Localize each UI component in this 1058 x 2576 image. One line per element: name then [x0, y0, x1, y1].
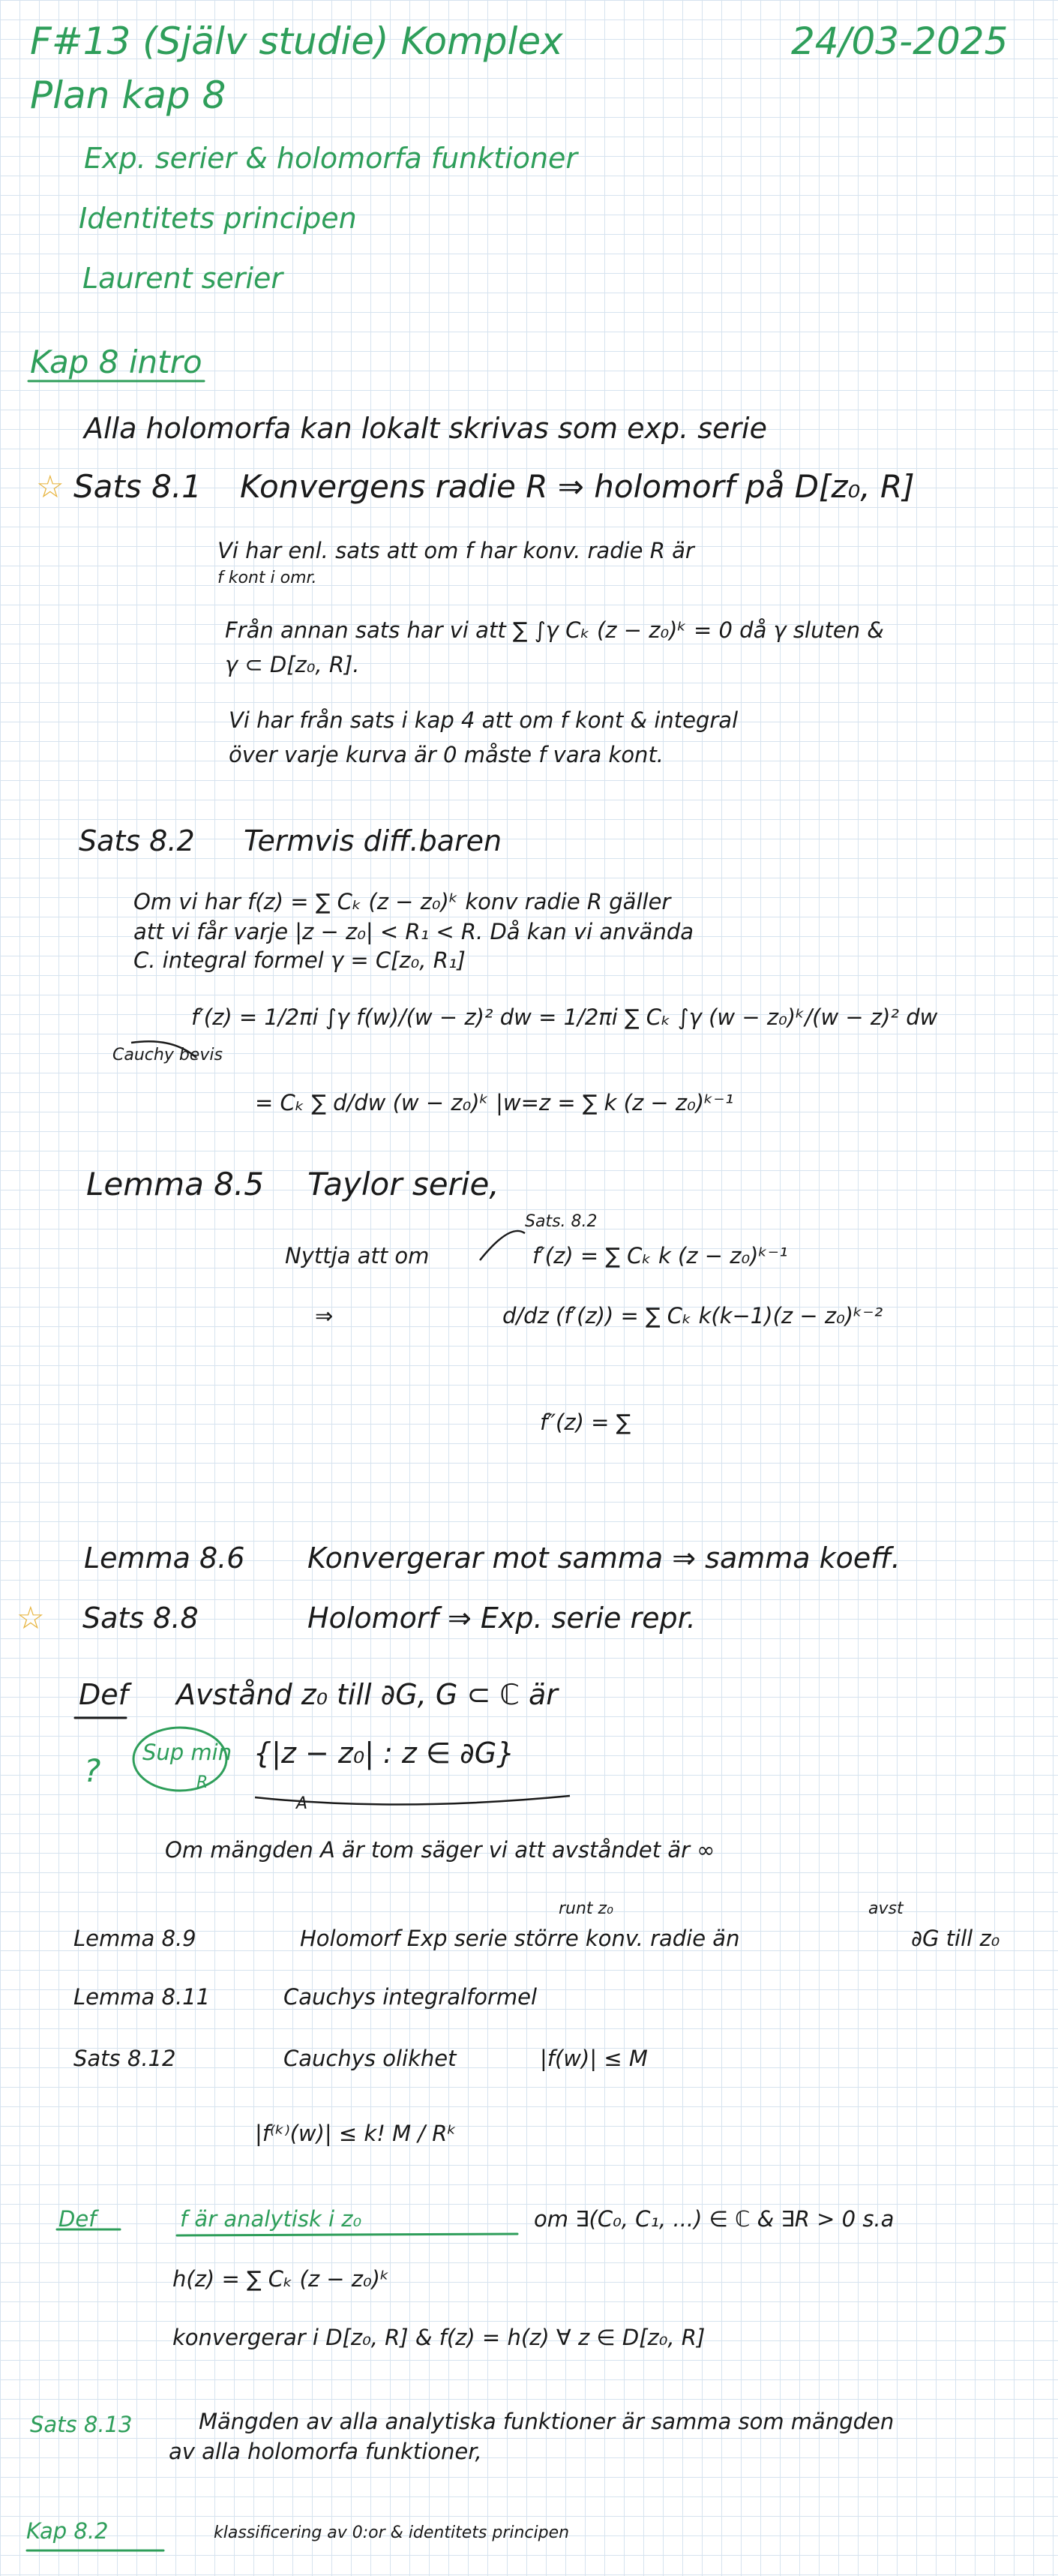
sats-8-2-formula: f′(z) = 1/2πi ∫γ f(w)/(w − z)² dw = 1/2πi ∑ Cₖ ∫γ (w − z₀)ᵏ/(w − z)² dw	[191, 1004, 938, 1030]
sats-8-1-proof-line: Från annan sats har vi att ∑ ∫γ Cₖ (z − z₀)ᵏ = 0 då γ sluten &	[225, 617, 884, 643]
cauchy-underline	[131, 1041, 196, 1058]
lemma-8-9-text: Holomorf Exp serie större konv. radie än	[300, 1926, 740, 1951]
sats-8-13-label: Sats 8.13	[30, 2412, 133, 2437]
def-analytic-series: h(z) = ∑ Cₖ (z − z₀)ᵏ	[172, 2266, 390, 2292]
sats-8-2-line: Om vi har f(z) = ∑ Cₖ (z − z₀)ᵏ konv radie R gäller	[133, 889, 671, 914]
sats-8-1-proof-line: över varje kurva är 0 måste f vara kont.	[229, 742, 664, 767]
lemma-8-5-label: Lemma 8.5	[86, 1166, 264, 1202]
def-analytic-label: Def	[58, 2206, 97, 2232]
def-analytic-line: om ∃(C₀, C₁, ...) ∈ ℂ & ∃R > 0 s.a	[534, 2206, 895, 2232]
section-heading-kap8-intro: Kap 8 intro	[30, 344, 202, 380]
question-mark: ?	[84, 1752, 101, 1789]
lemma-8-9-note: avst	[868, 1899, 904, 1918]
sats-8-8-label: Sats 8.8	[82, 1602, 199, 1635]
lemma-8-5-line: Nyttja att om	[285, 1243, 430, 1268]
lemma-8-6-text: Konvergerar mot samma ⇒ samma koeff.	[307, 1542, 901, 1575]
kap8-2-text: klassificering av 0:or & identitets principen	[214, 2523, 570, 2542]
sup-min-label: Sup min	[142, 1740, 232, 1765]
sats-8-13-line: av alla holomorfa funktioner,	[169, 2439, 482, 2464]
lemma-8-5-title: Taylor serie,	[307, 1166, 499, 1202]
sats-8-13-line: Mängden av alla analytiska funktioner är samma som mängden	[199, 2409, 895, 2434]
a-label: A	[296, 1794, 308, 1813]
plan-heading: Plan kap 8	[30, 74, 226, 117]
plan-item-1: Exp. serier & holomorfa funktioner	[84, 142, 578, 175]
sats-8-1-label: Sats 8.1	[73, 468, 202, 505]
lemma-8-6-label: Lemma 8.6	[84, 1542, 245, 1575]
sats-8-2-line: att vi får varje |z − z₀| < R₁ < R. Då kan vi använda	[133, 919, 694, 944]
sats-8-12-ineq: |f(w)| ≤ M	[540, 2046, 648, 2071]
sats-8-2-label: Sats 8.2	[79, 824, 195, 857]
sats-8-2-line: C. integral formel γ = C[z₀, R₁]	[133, 947, 466, 973]
def-text: Avstånd z₀ till ∂G, G ⊂ ℂ är	[176, 1678, 558, 1711]
def-set: {|z − z₀| : z ∈ ∂G}	[253, 1737, 515, 1770]
sup-min-circle	[133, 1728, 226, 1791]
intro-line: Alla holomorfa kan lokalt skrivas som exp. serie	[84, 412, 767, 445]
sats-8-1-proof-line: f kont i omr.	[217, 569, 317, 587]
note-title: F#13 (Själv studie) Komplex	[30, 20, 563, 63]
reference-arrow	[480, 1231, 525, 1260]
set-brace	[255, 1796, 570, 1805]
definition-underline	[177, 2234, 517, 2235]
note-date: 24/03-2025	[791, 20, 1009, 63]
plan-item-2: Identitets principen	[79, 202, 357, 235]
sats-8-1-proof-line: Vi har enl. sats att om f har konv. radie R är	[217, 538, 694, 563]
lemma-8-11-label: Lemma 8.11	[73, 1984, 211, 2010]
def-label: Def	[79, 1678, 129, 1711]
r-label: R	[196, 1773, 208, 1792]
implies-arrow: ⇒	[315, 1303, 334, 1329]
def-analytic-line: f är analytisk i z₀	[180, 2206, 362, 2232]
cauchy-note: Cauchy bevis	[112, 1046, 223, 1064]
plan-item-3: Laurent serier	[82, 262, 283, 295]
sats-8-1-proof-line: Vi har från sats i kap 4 att om f kont & integral	[229, 707, 739, 733]
star-icon: ☆	[16, 1599, 45, 1636]
sats-8-12-ineq: |f⁽ᵏ⁾(w)| ≤ k! M / Rᵏ	[255, 2121, 457, 2146]
lemma-8-9-label: Lemma 8.9	[73, 1926, 196, 1951]
lemma-8-5-ref: Sats. 8.2	[525, 1212, 598, 1231]
lemma-8-9-tail: ∂G till z₀	[911, 1926, 1000, 1951]
sats-8-1-proof-line: γ ⊂ D[z₀, R].	[225, 652, 360, 677]
lemma-8-11-text: Cauchys integralformel	[283, 1984, 538, 2010]
lemma-8-9-note: runt z₀	[559, 1899, 613, 1918]
sats-8-1-statement: Konvergens radie R ⇒ holomorf på D[z₀, R]	[240, 468, 915, 505]
lemma-8-5-formula: f′(z) = ∑ Cₖ k (z − z₀)ᵏ⁻¹	[532, 1243, 788, 1268]
def-analytic-line: konvergerar i D[z₀, R] & f(z) = h(z) ∀ z ∈ D[z₀, R]	[172, 2325, 706, 2350]
sats-8-2-title: Termvis diff.baren	[244, 824, 502, 857]
sats-8-8-text: Holomorf ⇒ Exp. serie repr.	[307, 1602, 696, 1635]
section-heading-kap8-2: Kap 8.2	[26, 2518, 109, 2544]
def-empty-line: Om mängden A är tom säger vi att avståndet är ∞	[165, 1837, 715, 1863]
lemma-8-5-formula: d/dz (f′(z)) = ∑ Cₖ k(k−1)(z − z₀)ᵏ⁻²	[502, 1303, 883, 1329]
sats-8-2-formula: = Cₖ ∑ d/dw (w − z₀)ᵏ |w=z = ∑ k (z − z₀)ᵏ⁻¹	[255, 1090, 734, 1115]
sats-8-12-label: Sats 8.12	[73, 2046, 176, 2071]
star-icon: ☆	[36, 468, 64, 505]
sats-8-12-title: Cauchys olikhet	[283, 2046, 457, 2071]
lemma-8-5-formula: f″(z) = ∑	[540, 1410, 631, 1435]
